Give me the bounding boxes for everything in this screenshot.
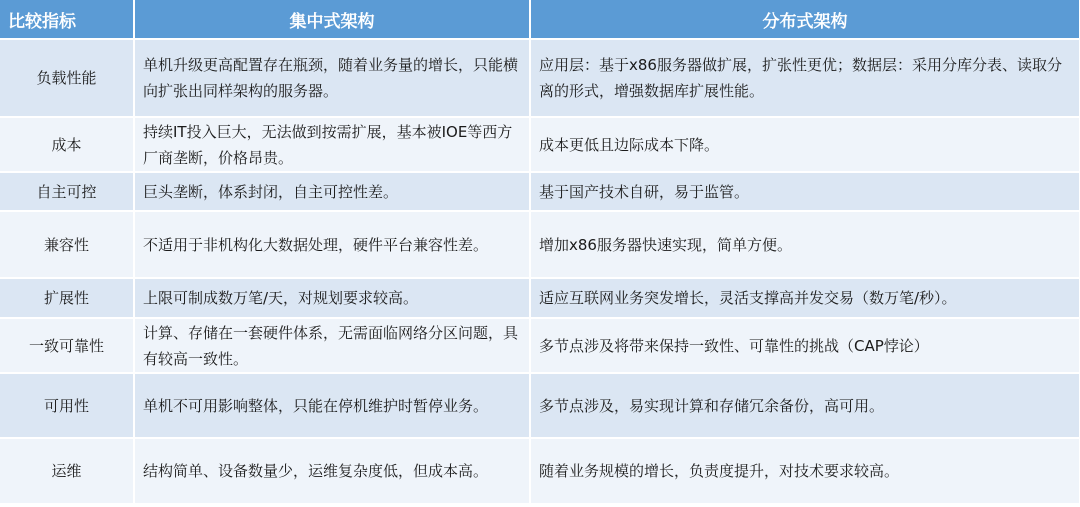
row-metric: 兼容性 [0, 211, 134, 278]
row-distributed: 随着业务规模的增长，负责度提升，对技术要求较高。 [530, 438, 1080, 504]
table-row [0, 172, 1080, 211]
row-distributed: 适应互联网业务突发增长，灵活支撑高并发交易（数万笔/秒）。 [530, 278, 1080, 318]
table-row [0, 278, 1080, 318]
row-metric: 自主可控 [0, 172, 134, 211]
table-row [0, 438, 1080, 504]
row-metric: 可用性 [0, 373, 134, 438]
row-metric: 运维 [0, 438, 134, 504]
table-row [0, 318, 1080, 373]
row-distributed: 应用层：基于x86服务器做扩展，扩张性更优；数据层：采用分库分表、读取分离的形式，增强数据库扩展性能。 [530, 39, 1080, 117]
header-distributed: 分布式架构 [530, 0, 1080, 39]
row-centralized: 单机不可用影响整体，只能在停机维护时暂停业务。 [134, 373, 530, 438]
row-centralized: 巨头垄断，体系封闭，自主可控性差。 [134, 172, 530, 211]
table-row [0, 39, 1080, 117]
row-distributed: 多节点涉及，易实现计算和存储冗余备份，高可用。 [530, 373, 1080, 438]
row-metric: 负载性能 [0, 39, 134, 117]
table-row [0, 373, 1080, 438]
header-metric: 比较指标 [0, 0, 134, 39]
row-metric: 一致可靠性 [0, 318, 134, 373]
row-distributed: 增加x86服务器快速实现，简单方便。 [530, 211, 1080, 278]
row-distributed: 基于国产技术自研，易于监管。 [530, 172, 1080, 211]
table-row [0, 117, 1080, 172]
row-distributed: 多节点涉及将带来保持一致性、可靠性的挑战（CAP悖论） [530, 318, 1080, 373]
table-row [0, 211, 1080, 278]
row-centralized: 计算、存储在一套硬件体系，无需面临网络分区问题，具有较高一致性。 [134, 318, 530, 373]
row-centralized: 单机升级更高配置存在瓶颈，随着业务量的增长，只能横向扩张出同样架构的服务器。 [134, 39, 530, 117]
row-metric: 扩展性 [0, 278, 134, 318]
row-centralized: 上限可制成数万笔/天，对规划要求较高。 [134, 278, 530, 318]
row-metric: 成本 [0, 117, 134, 172]
header-centralized: 集中式架构 [134, 0, 530, 39]
row-centralized: 结构简单、设备数量少，运维复杂度低，但成本高。 [134, 438, 530, 504]
header-row [0, 0, 1080, 39]
row-distributed: 成本更低且边际成本下降。 [530, 117, 1080, 172]
row-centralized: 持续IT投入巨大，无法做到按需扩展，基本被IOE等西方厂商垄断，价格昂贵。 [134, 117, 530, 172]
row-centralized: 不适用于非机构化大数据处理，硬件平台兼容性差。 [134, 211, 530, 278]
